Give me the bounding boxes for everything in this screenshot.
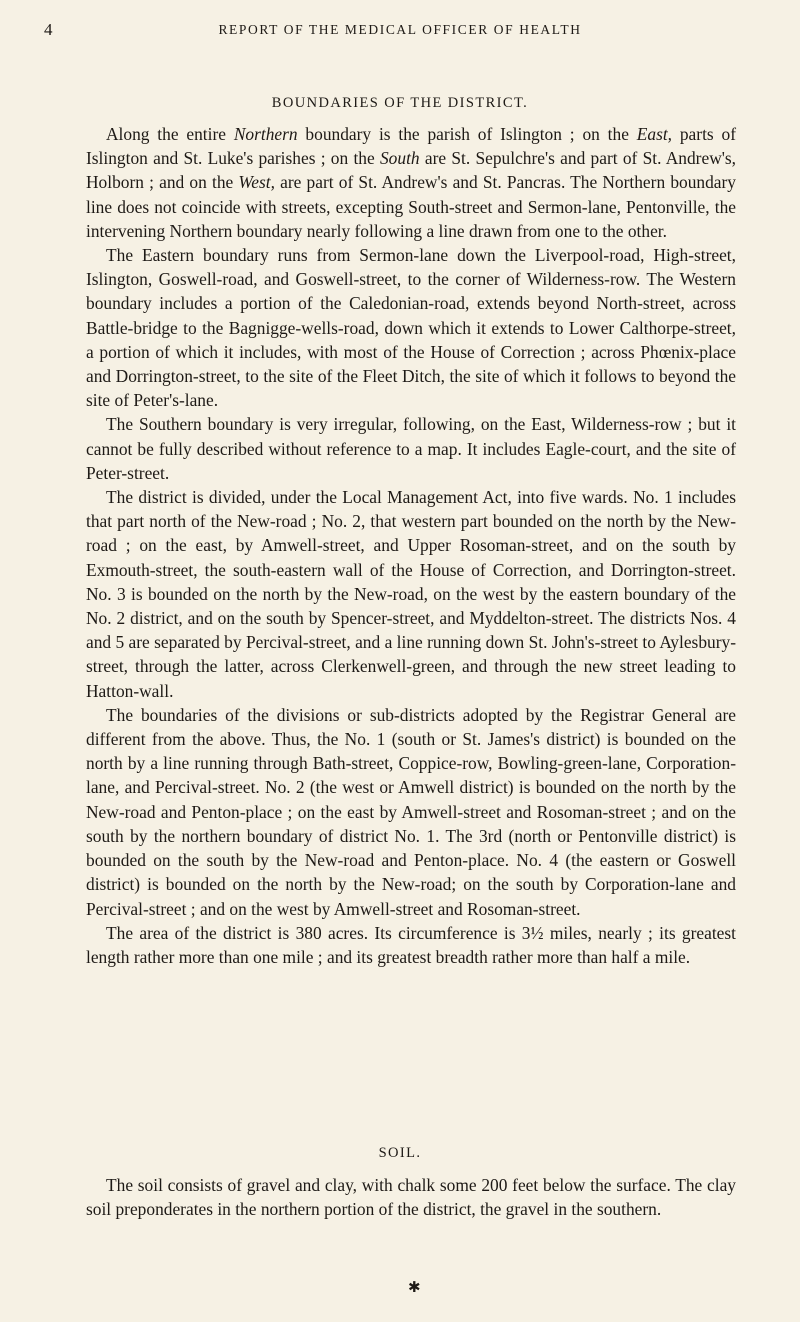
text-run: The district is divided, under the Local Management Act, into five wards. No. 1 includes that part north of the New-road ; No. 2, that western part bounded on the north by the New-road ; on the east, by Amwell-street, and Upper Rosoman-street, and on the south by Exmouth-street, the south-eastern wall of the House of Correction, and Dorrington-street. No. 3 is bounded on the north by the New-road, on the west by the eastern boundary of the No. 2 district, and on the south by Spencer-street, and Myddelton-street. The districts Nos. 4 and 5 are separated by Percival-street, and a line running down St. John's-street to Aylesbury-street, through the latter, across Clerkenwell-green, and through the new street leading to Hatton-wall.	[86, 487, 736, 701]
paragraph	[86, 243, 736, 412]
italic-text: South	[379, 148, 420, 169]
text-run: The Southern boundary is very irregular, following, on the East, Wilderness-row ; but it cannot be fully described without reference to a map. It includes Eagle-court, and the site of Peter-street.	[86, 414, 736, 483]
text-run: The boundaries of the divisions or sub-districts adopted by the Registrar General are different from the above. Thus, the No. 1 (south or St. James's district) is bounded on the north by a line running through Bath-street, Coppice-row, Bowling-green-lane, Corporation-lane, and Percival-street. No. 2 (the west or Amwell district) is bounded on the north by the New-road and Penton-place ; on the east by Amwell-street and Rosoman-street ; and on the south by the northern boundary of district No. 1. The 3rd (north or Pentonville district) is bounded on the south by the New-road and Penton-place. No. 4 (the eastern or Goswell district) is bounded on the north by the New-road; on the south by Corporation-lane and Percival-street ; and on the west by Amwell-street and Rosoman-street.	[86, 704, 736, 919]
paragraph	[86, 921, 736, 969]
text-run: The area of the district is 380 acres. Its circumference is 3½ miles, nearly ; its greatest length rather more than one mile ; and its greatest breadth rather more than half a mile.	[86, 922, 736, 967]
section-title-boundaries: BOUNDARIES OF THE DISTRICT.	[271, 95, 529, 111]
section-title-soil: SOIL.	[378, 1145, 422, 1161]
italic-text: Northern	[233, 124, 298, 144]
boundaries-section-body	[86, 122, 736, 969]
italic-text: East,	[636, 124, 673, 144]
soil-section-body	[86, 1173, 736, 1221]
text-run: are part of St. Andrew's and St. Pancras. The Northern boundary line does not coincide with streets, excepting South-street and Sermon-lane, Pentonville, the intervening Northern boundary nearly following a line drawn from one to the other.	[86, 172, 736, 241]
paragraph	[86, 485, 736, 703]
printer-mark: ✱	[408, 1280, 421, 1296]
text-run: are St. Sepulchre's and part of St. Andrew's, Holborn ; and on the	[86, 148, 737, 193]
italic-text: West,	[238, 172, 275, 193]
paragraph	[86, 122, 736, 243]
text-run: parts of Islington and St. Luke's parishes ; on the	[86, 124, 736, 169]
text-run: The soil consists of gravel and clay, with chalk some 200 feet below the surface. The clay soil preponderates in the northern portion of the district, the gravel in the southern.	[86, 1175, 736, 1220]
text-run: Along the entire	[106, 124, 234, 144]
page-number: 4	[44, 20, 53, 39]
text-run: The Eastern boundary runs from Sermon-lane down the Liverpool-road, High-street, Islington, Goswell-road, and Goswell-street, to the corner of Wilderness-row. The Western boundary includes a portion of the Caledonian-road, extends beyond North-street, across Battle-bridge to the Bagnigge-wells-road, down which it extends to Lower Calthorpe-street, a portion of which it includes, with most of the House of Correction ; across Phœnix-place and Dorrington-street, to the site of the Fleet Ditch, the site of which it follows to beyond the site of Peter's-lane.	[86, 245, 736, 411]
paragraph	[86, 1173, 736, 1221]
paragraph	[86, 412, 736, 485]
page-header	[44, 20, 756, 44]
text-run: boundary is the parish of Islington ; on the	[297, 124, 637, 144]
running-head: REPORT OF THE MEDICAL OFFICER OF HEALTH	[218, 22, 582, 37]
paragraph	[86, 703, 736, 921]
